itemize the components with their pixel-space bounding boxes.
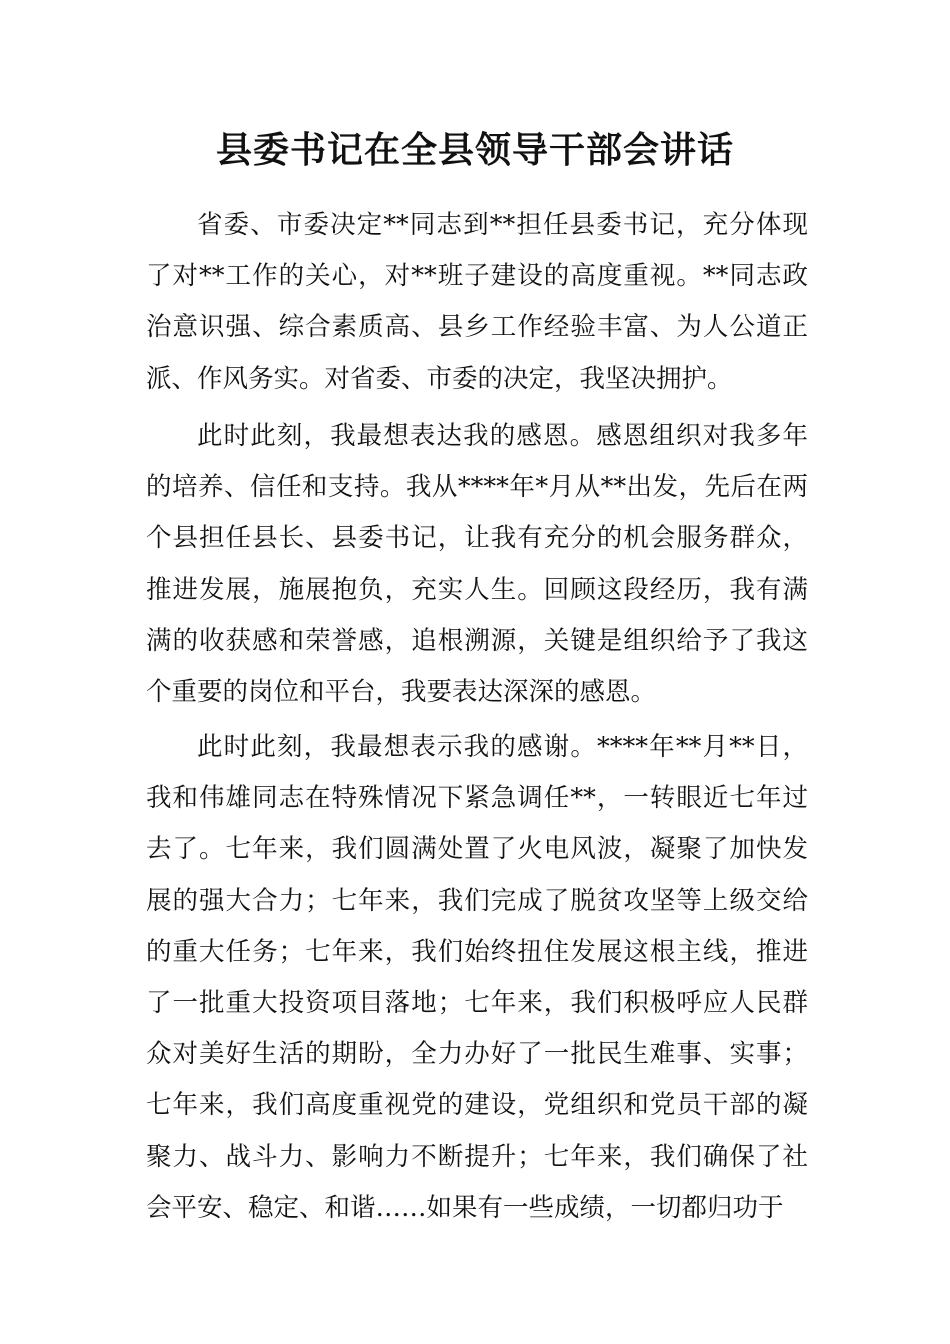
- document-title: 县委书记在全县领导干部会讲话: [215, 129, 734, 171]
- paragraph-3: 此时此刻，我最想表示我的感谢。****年**月**日，我和伟雄同志在特殊情况下紧急调任**，一转眼近七年过去了。七年来，我们圆满处置了火电风波，凝聚了加快发展的强大合力；七年来，我们完成了脱贫攻坚等上级交给的重大任务；七年来，我们始终扭住发展这根主线，推进了一批重大投资项目落地；七年来，我们积极呼应人民群众对美好生活的期盼，全力办好了一批民生难事、实事；七年来，我们高度重视党的建设，党组织和党员干部的凝聚力、战斗力、影响力不断提升；七年来，我们确保了社会平安、稳定、和谐……如果有一些成绩，一切都归功于: [146, 732, 808, 1223]
- paragraph-1: 省委、市委决定**同志到**担任县委书记，充分体现了对**工作的关心，对**班子建设的高度重视。**同志政治意识强、综合素质高、县乡工作经验丰富、为人公道正派、作风务实。对省委、市委的决定，我坚决拥护。: [146, 210, 808, 394]
- paragraph-2: 此时此刻，我最想表达我的感恩。感恩组织对我多年的培养、信任和支持。我从****年*月从**出发，先后在两个县担任县长、县委书记，让我有充分的机会服务群众，推进发展，施展抱负，充实人生。回顾这段经历，我有满满的收获感和荣誉感，追根溯源，关键是组织给予了我这个重要的岗位和平台，我要表达深深的感恩。: [146, 421, 808, 708]
